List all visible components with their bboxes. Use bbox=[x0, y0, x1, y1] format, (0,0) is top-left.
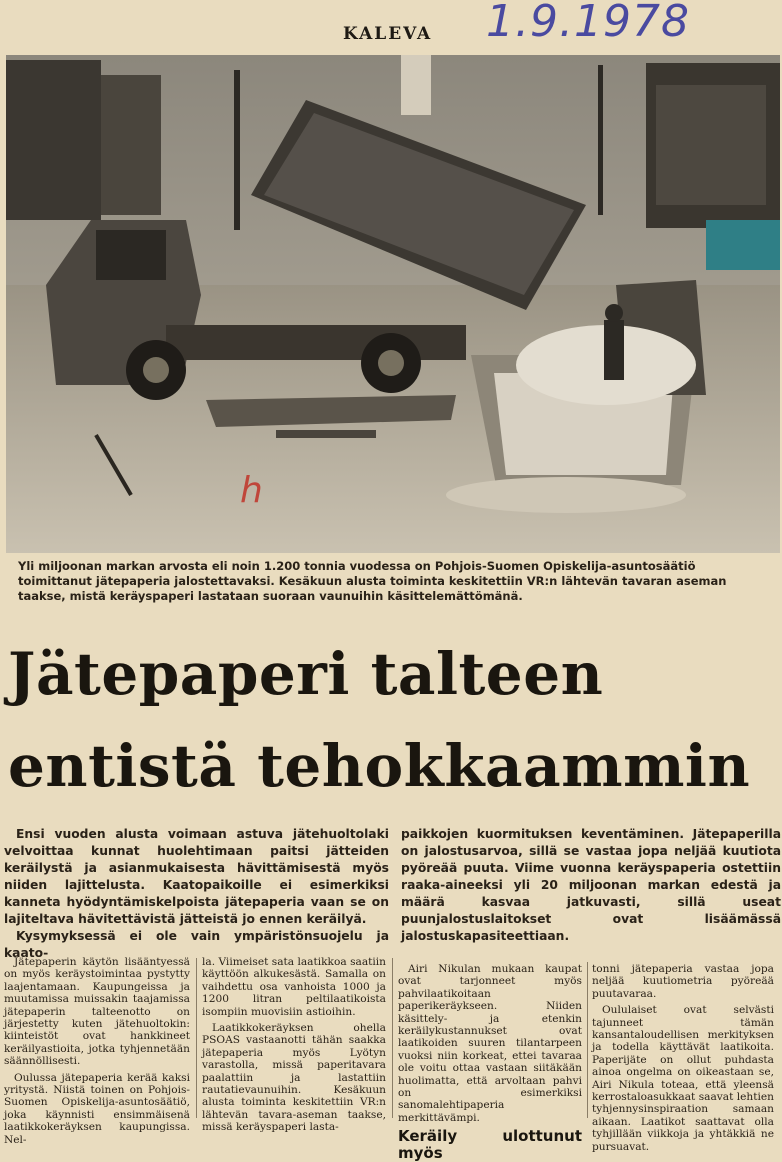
body-column-1 bbox=[4, 956, 190, 1150]
body-paragraph: Laatikkokeräyksen ohella PSOAS vastaanotti tähän saakka jätepaperia myös Lyötyn varastolla, missä paperitavara paalattiin ja lastattiin rautatievaunuihin. Kesäkuun alusta toiminta keskitettiin VR:n lähtevän tavara-aseman taakse, missä keräyspaperi lasta- bbox=[202, 1022, 386, 1134]
column-divider bbox=[392, 958, 393, 1118]
margin-pencil-mark: h bbox=[240, 470, 263, 511]
column-divider bbox=[196, 958, 197, 1118]
body-paragraph: Oululaiset ovat selvästi tajunneet tämän kansantaloudellisen merkityksen ja todella käyttävät laatikoita. Paperijäte on ollut puhdasta ainoa ongelma on oikeastaan se, Airi Nikula toteaa, että yleensä kerrostaloasukkaat saavat lehtien tyhjennysinspiraation samaan aikaan. Laatikot saattavat olla tyhjillään viikkoja ja yhtäkkiä ne pursuavat. bbox=[592, 1004, 774, 1153]
body-column-4 bbox=[592, 963, 774, 1157]
body-subheading: Keräily ulottunut myös bbox=[398, 1127, 582, 1162]
headline-line-1: Jätepaperi talteen bbox=[8, 640, 604, 708]
lead-paragraph-right bbox=[401, 826, 781, 945]
body-paragraph: la. Viimeiset sata laatikkoa saatiin käyttöön alkukesästä. Samalla on vaihdettu osa vanhoista 1000 ja 1200 litran peltilaatikoista isompiin muovisiin astioihin. bbox=[202, 956, 386, 1018]
lead-text-3: paikkojen kuormituksen keventäminen. Jätepaperilla on jalostusarvoa, sillä se vastaa jopa neljää kuutiota pyöreää puuta. Viime vuonna keräyspaperia ostettiin raaka-aineeksi yli 20 miljoonan markan edestä ja määrä kasvaa jatkuvasti, sillä useat puunjalostuslaitokset ovat lisäämässä jalostuskapasiteettiaan. bbox=[401, 827, 781, 943]
body-column-2 bbox=[202, 956, 386, 1138]
headline-line-2: entistä tehokkaammin bbox=[8, 732, 751, 800]
body-column-3 bbox=[398, 963, 582, 1162]
lead-text-2: Kysymyksessä ei ole vain ympäristönsuojelu ja kaato- bbox=[4, 929, 389, 960]
body-paragraph: Airi Nikulan mukaan kaupat ovat tarjonneet myös pahvilaatikoitaan paperikeräykseen. Niiden käsittely- ja etenkin keräilykustannukset ovat laatikoiden suuren tilantarpeen vuoksi niin korkeat, ettei tavaraa ole voitu ottaa vastaan siitäkään huolimatta, että arvoltaan pahvi on esimerkiksi sanomalehtipaperia merkittävämpi. bbox=[398, 963, 582, 1124]
body-paragraph: Jätepaperin käytön lisääntyessä on myös keräystoimintaa pystytty laajentamaan. Kaupungeissa ja muutamissa muissakin taajamissa jätepaperin talteenotto on järjestetty kuten jätehuoltokin: kiinteistöt ovat hankkineet keräilyastioita, jotka tyhjennetään säännöllisesti. bbox=[4, 956, 190, 1068]
body-paragraph: Oulussa jätepaperia kerää kaksi yritystä. Niistä toinen on Pohjois-Suomen Opiskelija-asuntosäätiö, joka käynnisti ensimmäisenä laatikkokeräyksen kaupungissa. Nel- bbox=[4, 1071, 190, 1146]
photo-caption: Yli miljoonan markan arvosta eli noin 1.200 tonnia vuodessa on Pohjois-Suomen Opiskelija-asuntosäätiö toimittanut jätepaperia jalostettavaksi. Kesäkuun alusta toiminta keskitettiin VR:n lähtevän tavaran aseman taakse, mistä keräyspaperi lastataan suoraan vaunuihin käsittelemättömänä. bbox=[18, 559, 727, 603]
column-divider bbox=[587, 962, 588, 1118]
newspaper-masthead: KALEVA bbox=[343, 24, 433, 44]
handwritten-date: 1.9.1978 bbox=[486, 0, 690, 47]
lead-text-1: Ensi vuoden alusta voimaan astuva jätehuoltolaki velvoittaa kunnat huolehtimaan paitsi jätteiden keräilystä ja asianmukaisesta hävittämisestä myös niiden lajittelusta. Kaatopaikoille ei esimerkiksi kanneta hyödyntämiskelpoista jätepaperia vaan se on lajiteltava hävitettävistä jätteistä jo ennen keräilyä. bbox=[4, 827, 389, 926]
news-photo bbox=[6, 55, 780, 553]
truck-dumping-paper-photo bbox=[6, 55, 780, 553]
body-paragraph: tonni jätepaperia vastaa jopa neljää kuutiometria pyöreää puutavaraa. bbox=[592, 963, 774, 1000]
lead-paragraph-left bbox=[4, 826, 389, 962]
